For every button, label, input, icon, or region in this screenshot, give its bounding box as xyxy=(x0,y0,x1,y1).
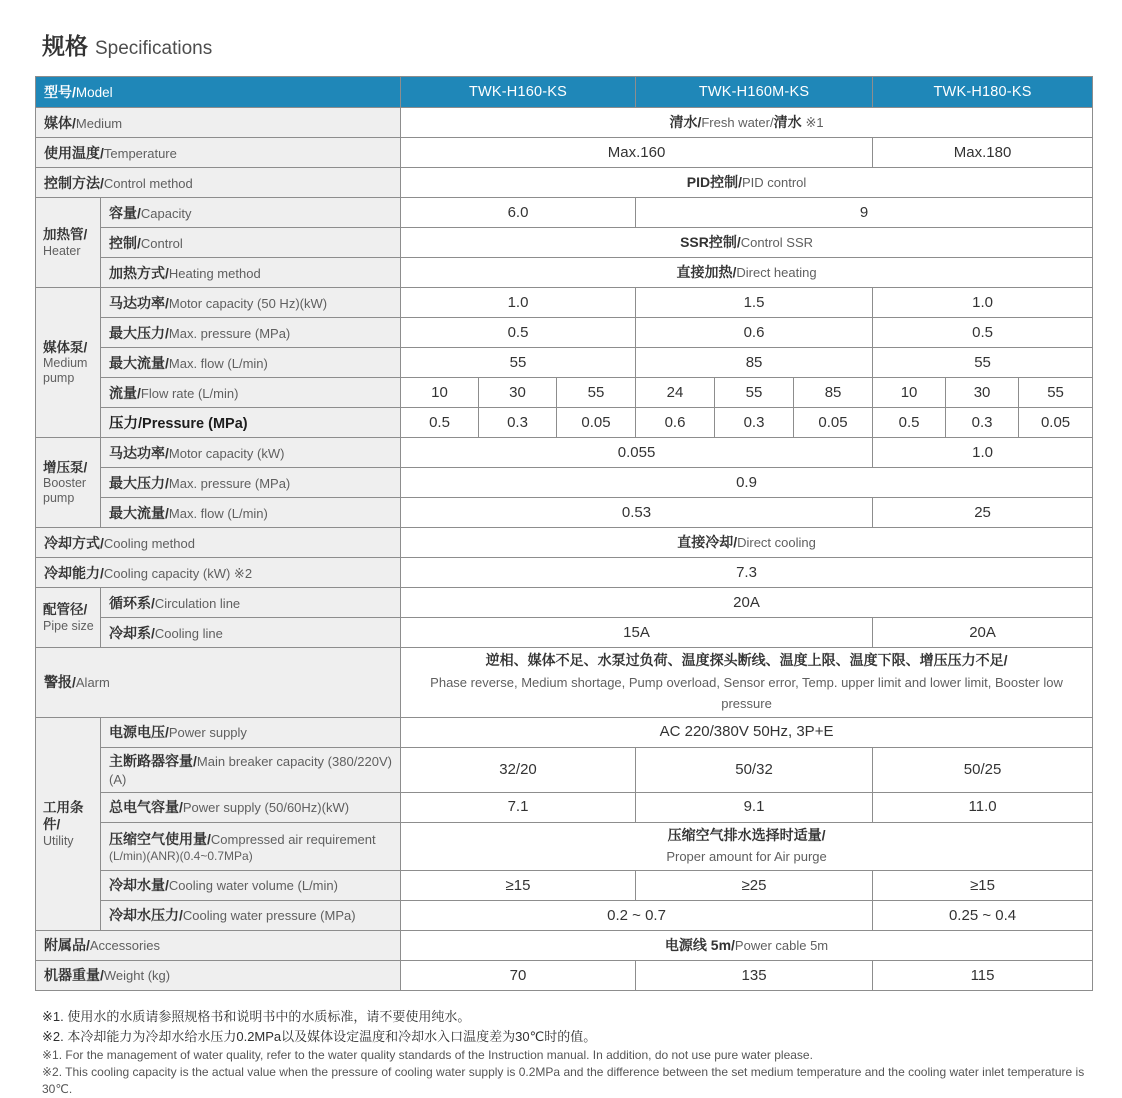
spec-row xyxy=(36,747,1093,792)
spec-value: 0.5 xyxy=(401,318,636,348)
spec-value: 20A xyxy=(873,618,1093,648)
spec-row xyxy=(36,930,1093,960)
spec-value: 6.0 xyxy=(401,198,636,228)
row-label: 总电气容量/Power supply (50/60Hz)(kW) xyxy=(101,792,401,822)
row-label: 最大流量/Max. flow (L/min) xyxy=(101,348,401,378)
spec-value: 9 xyxy=(636,198,1093,228)
row-label: 控制方法/Control method xyxy=(36,168,401,198)
spec-value: Max.160 xyxy=(401,138,873,168)
spec-row xyxy=(36,408,1093,438)
spec-row xyxy=(36,870,1093,900)
spec-row xyxy=(36,438,1093,468)
row-label: 循环系/Circulation line xyxy=(101,588,401,618)
spec-value: ≥25 xyxy=(636,870,873,900)
spec-value: 30 xyxy=(479,378,557,408)
spec-value: 1.0 xyxy=(873,288,1093,318)
spec-value: 55 xyxy=(873,348,1093,378)
spec-value: 85 xyxy=(794,378,873,408)
model-column-header: TWK-H160-KS xyxy=(401,77,636,108)
spec-value: 0.6 xyxy=(636,318,873,348)
spec-value: 0.2 ~ 0.7 xyxy=(401,900,873,930)
row-label: 冷却能力/Cooling capacity (kW) ※2 xyxy=(36,558,401,588)
model-header-row xyxy=(36,77,1093,108)
model-column-header: TWK-H160M-KS xyxy=(636,77,873,108)
spec-row xyxy=(36,108,1093,138)
specifications-table xyxy=(35,76,1093,991)
row-label: 媒体/Medium xyxy=(36,108,401,138)
spec-value: 0.05 xyxy=(1019,408,1093,438)
row-label: 最大流量/Max. flow (L/min) xyxy=(101,498,401,528)
spec-value: Max.180 xyxy=(873,138,1093,168)
spec-row xyxy=(36,822,1093,870)
spec-value: 55 xyxy=(401,348,636,378)
spec-value: 55 xyxy=(1019,378,1093,408)
spec-row xyxy=(36,717,1093,747)
spec-value: 85 xyxy=(636,348,873,378)
spec-value: 115 xyxy=(873,960,1093,990)
spec-value: AC 220/380V 50Hz, 3P+E xyxy=(401,717,1093,747)
spec-value: 10 xyxy=(401,378,479,408)
row-group-label: 增压泵/ Booster pump xyxy=(36,438,101,528)
spec-value: 10 xyxy=(873,378,946,408)
spec-value: 7.3 xyxy=(401,558,1093,588)
spec-row xyxy=(36,792,1093,822)
spec-row xyxy=(36,618,1093,648)
spec-value: 55 xyxy=(715,378,794,408)
row-label: 电源电压/Power supply xyxy=(101,717,401,747)
spec-value: 11.0 xyxy=(873,792,1093,822)
spec-value: 7.1 xyxy=(401,792,636,822)
spec-value: 0.53 xyxy=(401,498,873,528)
page-title-zh: 规格 xyxy=(42,33,88,59)
spec-value: 50/25 xyxy=(873,747,1093,792)
spec-value: 逆相、媒体不足、水泵过负荷、温度探头断线、温度上限、温度下限、增压压力不足/ Phase reverse, Medium shortage, Pump overload, Sensor error, Temp. upper limit and lower limit, Booster low pressure xyxy=(401,648,1093,718)
spec-value: 15A xyxy=(401,618,873,648)
spec-value: 9.1 xyxy=(636,792,873,822)
spec-value: 50/32 xyxy=(636,747,873,792)
spec-value: 25 xyxy=(873,498,1093,528)
row-label: 容量/Capacity xyxy=(101,198,401,228)
row-label: 主断路器容量/Main breaker capacity (380/220V)(A) xyxy=(101,747,401,792)
spec-row xyxy=(36,168,1093,198)
spec-value: 135 xyxy=(636,960,873,990)
row-label: 马达功率/Motor capacity (50 Hz)(kW) xyxy=(101,288,401,318)
model-row-label: 型号/Model xyxy=(36,77,401,108)
spec-value: 0.25 ~ 0.4 xyxy=(873,900,1093,930)
spec-value: PID控制/PID control xyxy=(401,168,1093,198)
spec-row xyxy=(36,960,1093,990)
spec-value: 0.5 xyxy=(873,408,946,438)
spec-value: 0.6 xyxy=(636,408,715,438)
spec-row xyxy=(36,900,1093,930)
spec-value: 0.3 xyxy=(479,408,557,438)
row-label: 冷却系/Cooling line xyxy=(101,618,401,648)
spec-row xyxy=(36,498,1093,528)
spec-row xyxy=(36,288,1093,318)
spec-value: ≥15 xyxy=(401,870,636,900)
row-label: 使用温度/Temperature xyxy=(36,138,401,168)
spec-row xyxy=(36,468,1093,498)
row-label: 控制/Control xyxy=(101,228,401,258)
row-label: 最大压力/Max. pressure (MPa) xyxy=(101,318,401,348)
spec-value: 0.05 xyxy=(557,408,636,438)
spec-value: 0.5 xyxy=(401,408,479,438)
row-group-label: 加热管/ Heater xyxy=(36,198,101,288)
spec-row xyxy=(36,318,1093,348)
row-label: 最大压力/Max. pressure (MPa) xyxy=(101,468,401,498)
row-label: 流量/Flow rate (L/min) xyxy=(101,378,401,408)
spec-value: 1.0 xyxy=(401,288,636,318)
spec-row xyxy=(36,558,1093,588)
row-group-label: 媒体泵/ Medium pump xyxy=(36,288,101,438)
spec-row xyxy=(36,198,1093,228)
spec-row xyxy=(36,348,1093,378)
spec-value: 1.0 xyxy=(873,438,1093,468)
spec-value: SSR控制/Control SSR xyxy=(401,228,1093,258)
spec-value: 20A xyxy=(401,588,1093,618)
spec-row xyxy=(36,378,1093,408)
row-label: 冷却水量/Cooling water volume (L/min) xyxy=(101,870,401,900)
spec-value: 0.05 xyxy=(794,408,873,438)
spec-value: 0.3 xyxy=(946,408,1019,438)
spec-value: 24 xyxy=(636,378,715,408)
spec-value: 0.3 xyxy=(715,408,794,438)
spec-row xyxy=(36,258,1093,288)
spec-value: 0.5 xyxy=(873,318,1093,348)
spec-value: 0.055 xyxy=(401,438,873,468)
spec-value: 32/20 xyxy=(401,747,636,792)
spec-value: 0.9 xyxy=(401,468,1093,498)
spec-value: 压缩空气排水选择时适量/ Proper amount for Air purge xyxy=(401,822,1093,870)
spec-value: 70 xyxy=(401,960,636,990)
row-label: 压力/Pressure (MPa) xyxy=(101,408,401,438)
footnote-en-1: ※1. For the management of water quality, refer to the water quality standards of the Instruction manual. In addition, do not use pure water please. xyxy=(42,1048,813,1063)
spec-value: 清水/Fresh water/清水 ※1 xyxy=(401,108,1093,138)
row-label: 马达功率/Motor capacity (kW) xyxy=(101,438,401,468)
footnote-en-2: ※2. This cooling capacity is the actual value when the pressure of cooling water supply is 0.2MPa and the difference between the set medium temperature and the cooling water inlet temperature is 30℃. xyxy=(42,1065,1085,1097)
model-column-header: TWK-H180-KS xyxy=(873,77,1093,108)
spec-value: 电源线 5m/Power cable 5m xyxy=(401,930,1093,960)
spec-value: 30 xyxy=(946,378,1019,408)
spec-value: 直接加热/Direct heating xyxy=(401,258,1093,288)
spec-row xyxy=(36,588,1093,618)
row-label: 冷却水压力/Cooling water pressure (MPa) xyxy=(101,900,401,930)
row-group-label: 配管径/ Pipe size xyxy=(36,588,101,648)
spec-row xyxy=(36,648,1093,718)
spec-row xyxy=(36,528,1093,558)
footnotes xyxy=(42,1007,1092,1098)
spec-row xyxy=(36,138,1093,168)
row-group-label: 工用条件/ Utility xyxy=(36,717,101,930)
spec-row xyxy=(36,228,1093,258)
page-title-en: Specifications xyxy=(95,38,213,59)
row-label: 冷却方式/Cooling method xyxy=(36,528,401,558)
spec-value: 直接冷却/Direct cooling xyxy=(401,528,1093,558)
page-title xyxy=(42,28,1092,61)
row-label: 附属品/Accessories xyxy=(36,930,401,960)
row-label: 加热方式/Heating method xyxy=(101,258,401,288)
spec-value: 55 xyxy=(557,378,636,408)
spec-value: ≥15 xyxy=(873,870,1093,900)
row-label: 警报/Alarm xyxy=(36,648,401,718)
spec-value: 1.5 xyxy=(636,288,873,318)
footnote-zh-1: ※1. 使用水的水质请参照规格书和说明书中的水质标准，请不要使用纯水。 xyxy=(42,1008,471,1024)
row-label: 压缩空气使用量/Compressed air requirement (L/min)(ANR)(0.4~0.7MPa) xyxy=(101,822,401,870)
footnote-zh-2: ※2. 本冷却能力为冷却水给水压力0.2MPa以及媒体设定温度和冷却水入口温度差为30℃时的值。 xyxy=(42,1029,597,1045)
row-label: 机器重量/Weight (kg) xyxy=(36,960,401,990)
